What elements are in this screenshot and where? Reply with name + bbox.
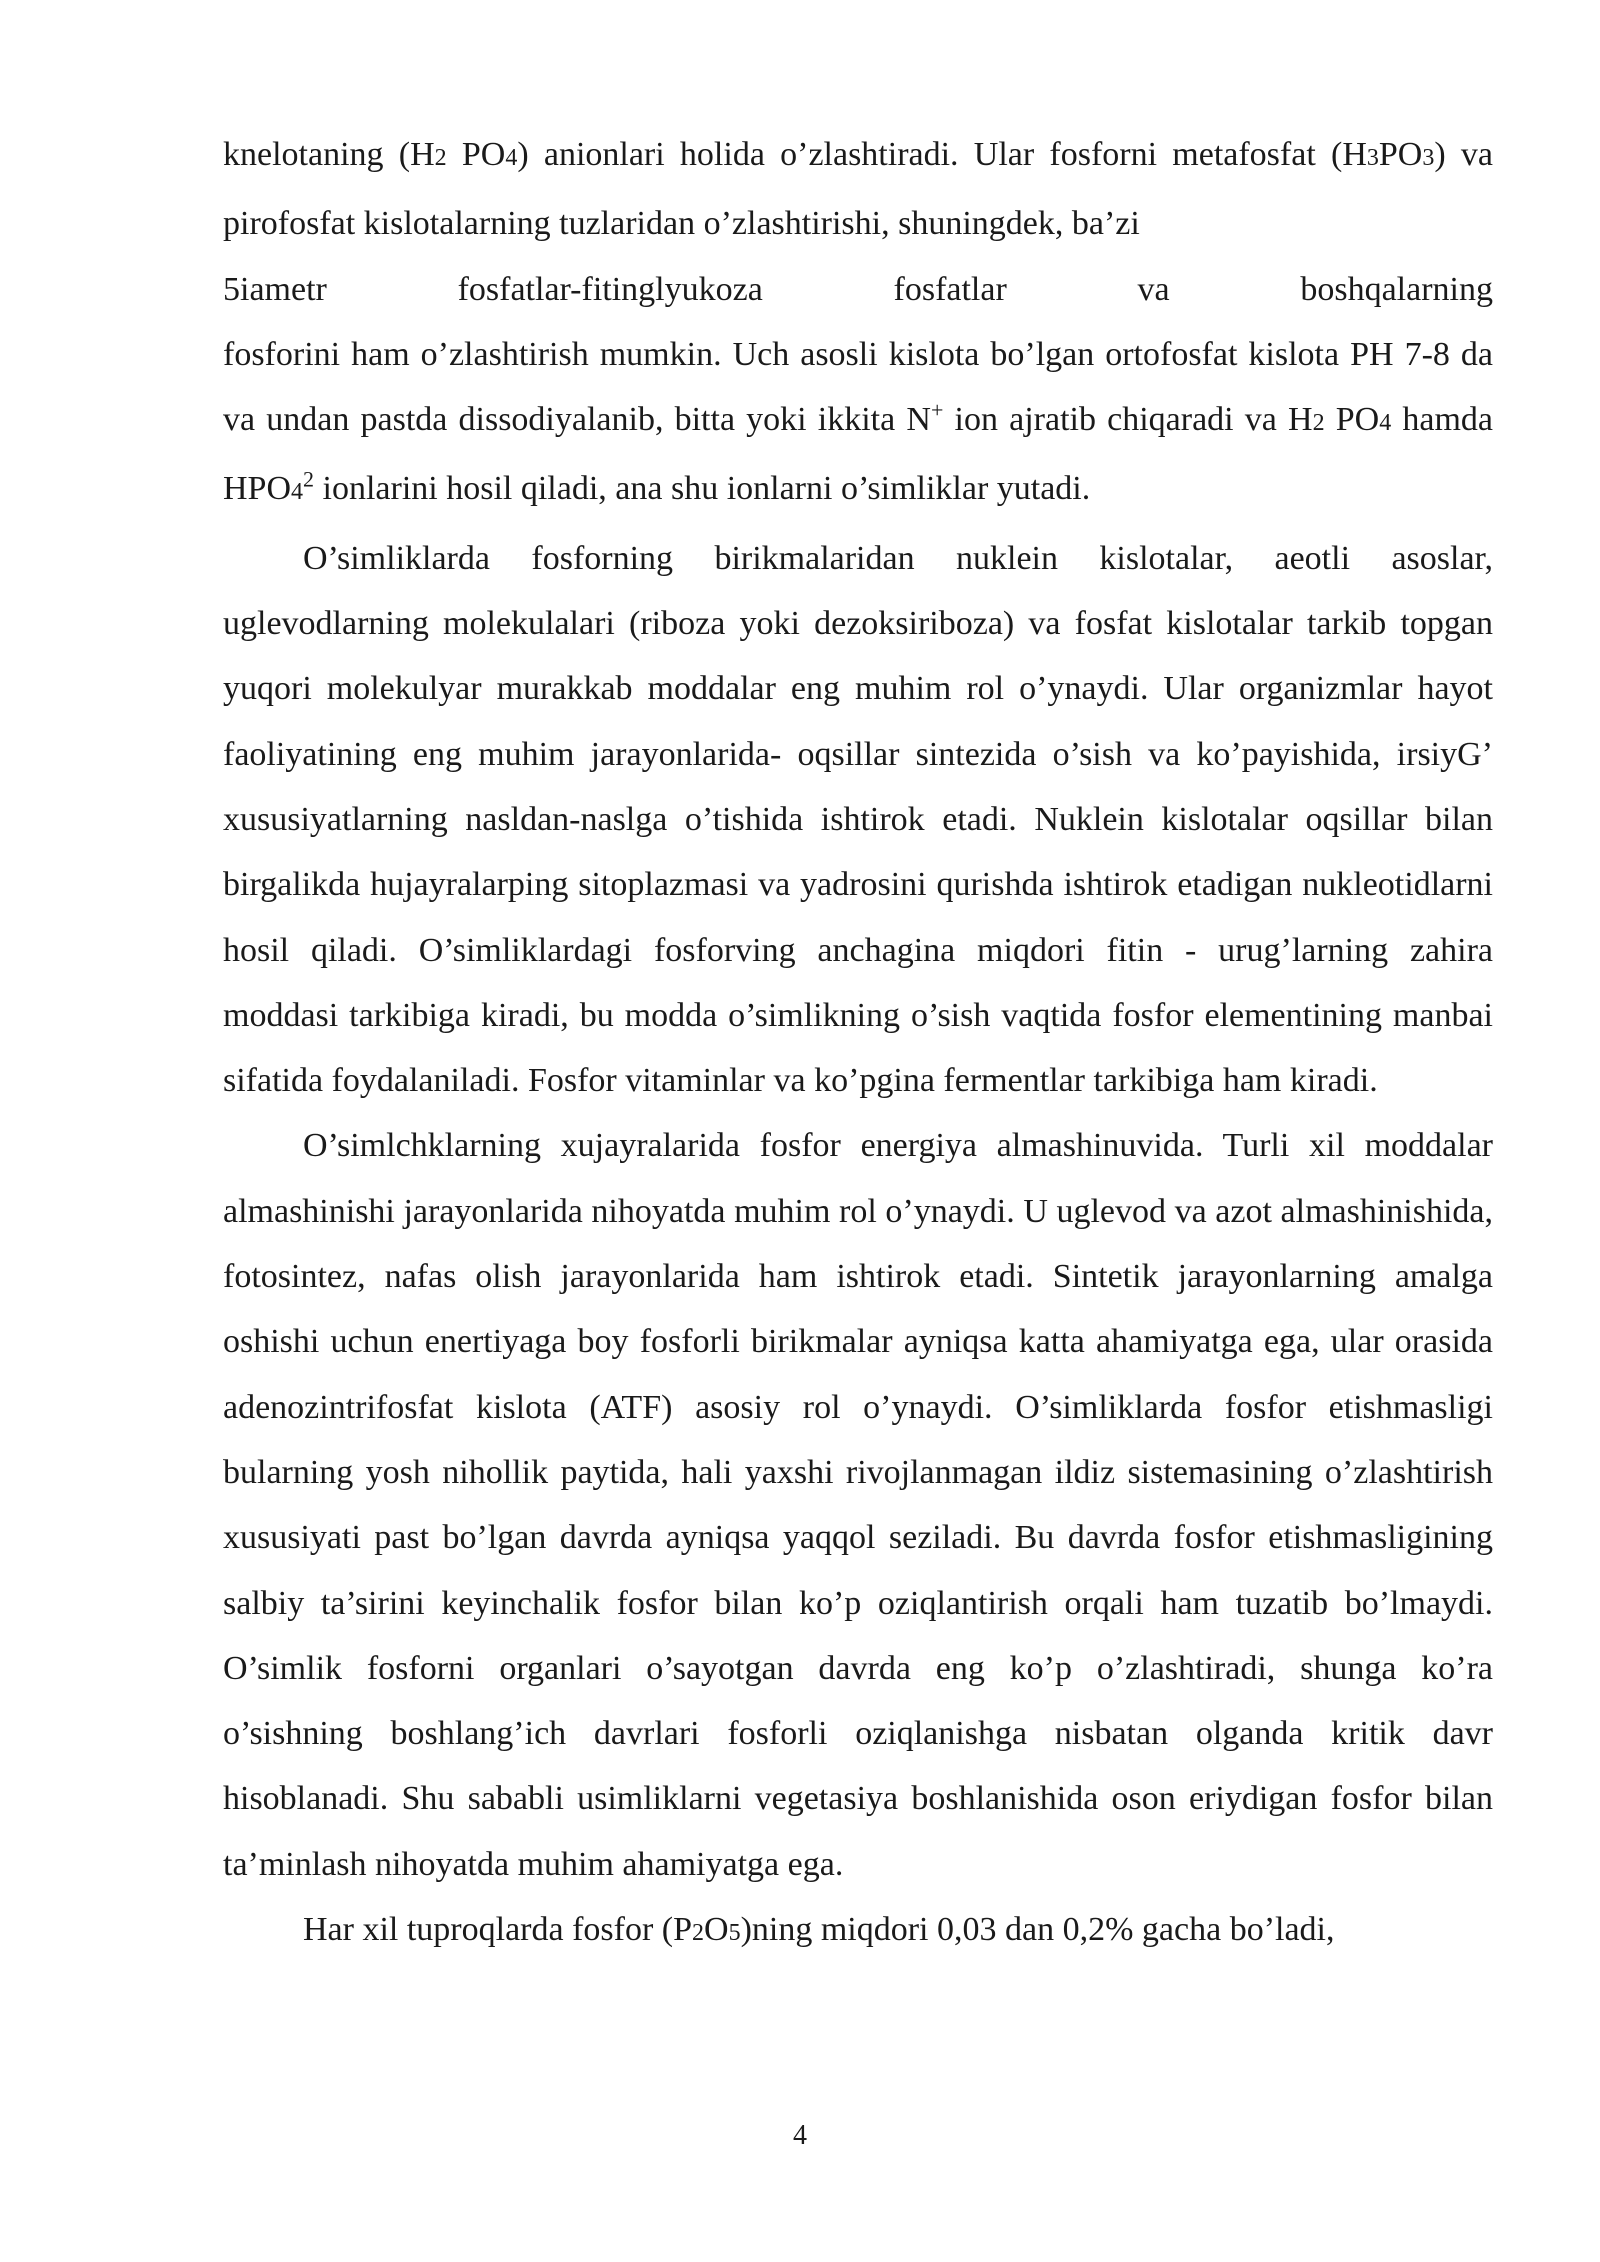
paragraph-1-lines-1-2: knelotaning (H2 PO4) anionlari holida o’zlashtiradi. Ular fosforni metafosfat (H3PO3) va pirofosfat kislotalarning tuzlaridan o’zlashtirishi, shuningdek, ba’zi (223, 136, 1493, 243)
subscript: 4 (505, 145, 518, 171)
paragraph-2: O’simliklarda fosforning birikmalaridan nuklein kislotalar, aeotli asoslar, uglevodlarning molekulalari (riboza yoki dezoksiriboza) va fosfat kislotalar tarkib topgan yuqori molekulyar murakkab moddalar eng muhim rol o’ynaydi. Ular organizmlar hayot faoliyatining eng muhim jarayonlarida- oqsillar sintezida o’sish va ko’payishida, irsiyG’ xususiyatlarning nasldan-naslga o’tishida ishtirok etadi. Nuklein kislotalar oqsillar bilan birgalikda hujayralarping sitoplazmasi va yadrosini qurishda ishtirok etadigan nukleotidlarni hosil qiladi. O’simliklardagi fosforving anchagina miqdori fitin - urug’larning zahira moddasi tarkibiga kiradi, bu modda o’simlikning o’sish vaqtida fosfor elementining manbai sifatida foydalaniladi. Fosfor vitaminlar va ko’pgina fermentlar tarkibiga ham kiradi. (223, 539, 1493, 1100)
paragraph-1-lines-4-6: fosforini ham o’zlashtirish mumkin. Uch asosli kislota bo’lgan ortofosfat kislota PH 7-8 da va undan pastda dissodiyalanib, bitta yoki ikkita N+ ion ajratib chiqaradi va H2 PO4 hamda $HPO4^2$ ionlarini hosil qiladi, ana shu ionlarni o’simliklar yutadi. (223, 335, 1493, 508)
subscript: 3 (1366, 145, 1379, 171)
subscript: 3 (1422, 145, 1435, 171)
subscript: 5 (728, 1920, 741, 1947)
paragraph-1-line-3: 5iametr fosfatlar-fitinglyukoza fosfatlar va boshqalarning (223, 270, 1493, 308)
subscript: 4 (291, 479, 304, 506)
subscript: 2 (1312, 410, 1325, 437)
page-body (223, 122, 1493, 1966)
subscript: 2 (692, 1920, 705, 1947)
subscript: 4 (1379, 410, 1392, 437)
paragraph-3: O’simlchklarning xujayralarida fosfor energiya almashinuvida. Turli xil moddalar almashinishi jarayonlarida nihoyatda muhim rol o’ynaydi. U uglevod va azot almashinishida, fotosintez, nafas olish jarayonlarida ham ishtirok etadi. Sintetik jarayonlarning amalga oshishi uchun enertiyaga boy fosforli birikmalar ayniqsa katta ahamiyatga ega, ular orasida adenozintrifosfat kislota (ATF) asosiy rol o’ynaydi. O’simliklarda fosfor etishmasligi bularning yosh nihollik paytida, hali yaxshi rivojlanmagan ildiz sistemasining o’zlashtirish xususiyati past bo’lgan davrda ayniqsa yaqqol seziladi. Bu davrda fosfor etishmasligining salbiy ta’sirini keyinchalik fosfor bilan ko’p oziqlantirish orqali ham tuzatib bo’lmaydi. O’simlik fosforni organlari o’sayotgan davrda eng ko’p o’zlashtiradi, shunga ko’ra o’sishning boshlang’ich davrlari fosforli oziqlanishga nisbatan olganda kritik davr hisoblanadi. Shu sababli usimliklarni vegetasiya boshlanishida oson eriydigan fosfor bilan ta’minlash nihoyatda muhim ahamiyatga ega. (223, 1127, 1493, 1883)
page-number: 4 (793, 2120, 807, 2151)
superscript: + (930, 397, 944, 423)
paragraph-4: Har xil tuproqlarda fosfor (P2O5)ning miqdori 0,03 dan 0,2% gacha bo’ladi, (303, 1911, 1335, 1949)
superscript: 2 (303, 467, 315, 493)
subscript: 2 (434, 145, 447, 171)
